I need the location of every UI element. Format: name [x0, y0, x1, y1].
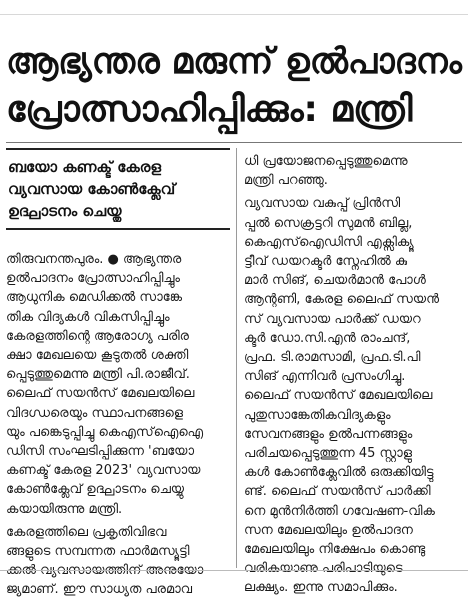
- body-line: പരിചയപ്പെടുത്തുന്ന 45 സ്റ്റാളു: [244, 446, 413, 462]
- body-line: പുതുസാങ്കേതികവിദ്യകളും: [244, 407, 391, 423]
- article-subheadline: [6, 148, 230, 230]
- body-line: ങ്ങളുടെ സമ്പന്നത ഫാർമസ്യൂട്ടി: [6, 544, 190, 560]
- faded-header-text: [0, 0, 468, 14]
- body-line: ക്ടർ ഡോ.സി.എൻ രാംചന്ദ്,: [244, 330, 411, 346]
- subheadline-line-2: വ്യവസായ കോൺക്ലേവ്: [8, 180, 176, 198]
- body-line: കേരളത്തിന്റെ ആരോഗ്യ പരിര: [6, 328, 189, 344]
- body-line: ക്ഷാ മേഖലയെ കൂടുതൽ ശക്തി: [6, 348, 189, 364]
- body-line: ണ്ട്. ലൈഫ് സയൻസ് പാർക്കി: [244, 484, 431, 500]
- body-line: തിക വിദ്യകൾ വികസിപ്പിച്ചും: [6, 309, 170, 325]
- body-line: കണക്ട് കേരള 2023' വ്യവസായ: [6, 463, 201, 479]
- body-line: ജ്യമാണ്. ഈ സാധ്യത പരമാവ: [6, 582, 193, 598]
- body-line: പ്പെടുത്തുമെന്നു മന്ത്രി പി.രാജീവ്.: [6, 367, 190, 383]
- body-line: മാർ സിങ്, ചെയർമാൻ പോൾ: [244, 273, 426, 289]
- body-line: ലക്ഷ്യം. ഇന്നു സമാപിക്കും.: [244, 580, 398, 596]
- body-line: വിദഗ്ധരെയും സ്ഥാപനങ്ങളെ: [6, 405, 184, 421]
- right-paragraph-1: [244, 152, 462, 190]
- left-paragraph-2: [6, 523, 230, 600]
- body-line: ലൈഫ് സയൻസ് മേഖലയിലെ: [6, 386, 195, 402]
- subheadline-line-1: ബയോ കണക്ട് കേരള: [8, 158, 162, 176]
- body-line: സന മേഖലയിലും ഉൽപാദന: [244, 522, 413, 538]
- headline-line-2: പ്രോത്സാഹിപ്പിക്കും: മന്ത്രി: [6, 89, 413, 130]
- column-divider: [236, 148, 237, 568]
- body-line: കേരളത്തിലെ പ്രകൃതിവിഭവ: [6, 524, 167, 540]
- body-line: കയായിരുന്നു മന്ത്രി.: [6, 501, 123, 517]
- headline-line-1: ആഭ്യന്തര മരുന്ന് ഉൽപാദനം: [6, 41, 462, 82]
- body-line: ആന്റണി, കേരള ലൈഫ് സയൻ: [244, 292, 439, 308]
- body-line: ക്കൽ വ്യവസായത്തിന് അനുയോ: [6, 563, 204, 579]
- left-column: [6, 148, 230, 600]
- body-line: മന്ത്രി പറഞ്ഞു.: [244, 173, 328, 189]
- page-top-strip: [0, 0, 468, 15]
- body-line: ആധുനിക മെഡിക്കൽ സാങ്കേ: [6, 290, 183, 306]
- article-headline: [6, 38, 462, 134]
- body-line: ധി പ്രയോജനപ്പെടുത്തുമെന്നു: [244, 154, 408, 169]
- body-line: തിരുവനന്തപുരം. ● ആഭ്യന്തര: [6, 252, 182, 267]
- left-paragraph-1: [6, 250, 230, 519]
- body-line: വരികയാണു പരിപാടിയുടെ: [244, 561, 403, 577]
- body-line: കോൺക്ലേവ് ഉദ്ഘാടനം ചെയ്യു: [6, 482, 185, 498]
- right-paragraph-2: [244, 194, 462, 386]
- right-column: [244, 152, 462, 598]
- body-line: പ്രഫ. ടി.രാമസാമി, പ്രഫ.ടി.പി: [244, 350, 421, 366]
- body-line: ഉൽപാദനം പ്രോത്സാഹിപ്പിച്ചും: [6, 271, 180, 287]
- body-line: മേഖലയിലും നിക്ഷേപം കൊണ്ടു: [244, 542, 426, 558]
- body-line: പ്പൽ സെക്രട്ടറി സുമൻ ബില്ല,: [244, 215, 413, 231]
- body-line: കൾ കോൺക്ലേവിൽ ഒരുക്കിയിട്ടു: [244, 465, 434, 481]
- body-line: നെ മുൻനിർത്തി ഗവേഷണ-വിക: [244, 503, 435, 519]
- headline-rule: [6, 142, 462, 143]
- body-line: ഡിസി സംഘടിപ്പിക്കുന്ന 'ബയോ: [6, 444, 195, 460]
- right-paragraph-3: [244, 386, 462, 597]
- bottom-rule: [0, 570, 468, 571]
- body-line: സ് വ്യവസായ പാർക്ക് ഡയറ: [244, 311, 421, 327]
- body-line: കെഎസ്ഐഡിസി എക്സിക്യൂ: [244, 234, 414, 250]
- body-line: ലൈഫ് സയൻസ് മേഖലയിലെ: [244, 388, 433, 404]
- body-line: യും പങ്കെടുപ്പിച്ചു കെഎസ്ഐഐ: [6, 424, 204, 440]
- subheadline-line-3: ഉദ്ഘാടനം ചെയ്തു: [8, 202, 122, 220]
- body-line: സിങ് എന്നിവർ പ്രസംഗിച്ചു.: [244, 369, 406, 385]
- body-line: വ്യവസായ വകുപ്പ് പ്രിൻസി: [244, 196, 401, 212]
- body-line: ട്ടീവ് ഡയറക്ടർ സ്നേഹിൽ കു: [244, 254, 408, 270]
- body-line: സേവനങ്ങളും ഉൽപന്നങ്ങളും: [244, 426, 413, 442]
